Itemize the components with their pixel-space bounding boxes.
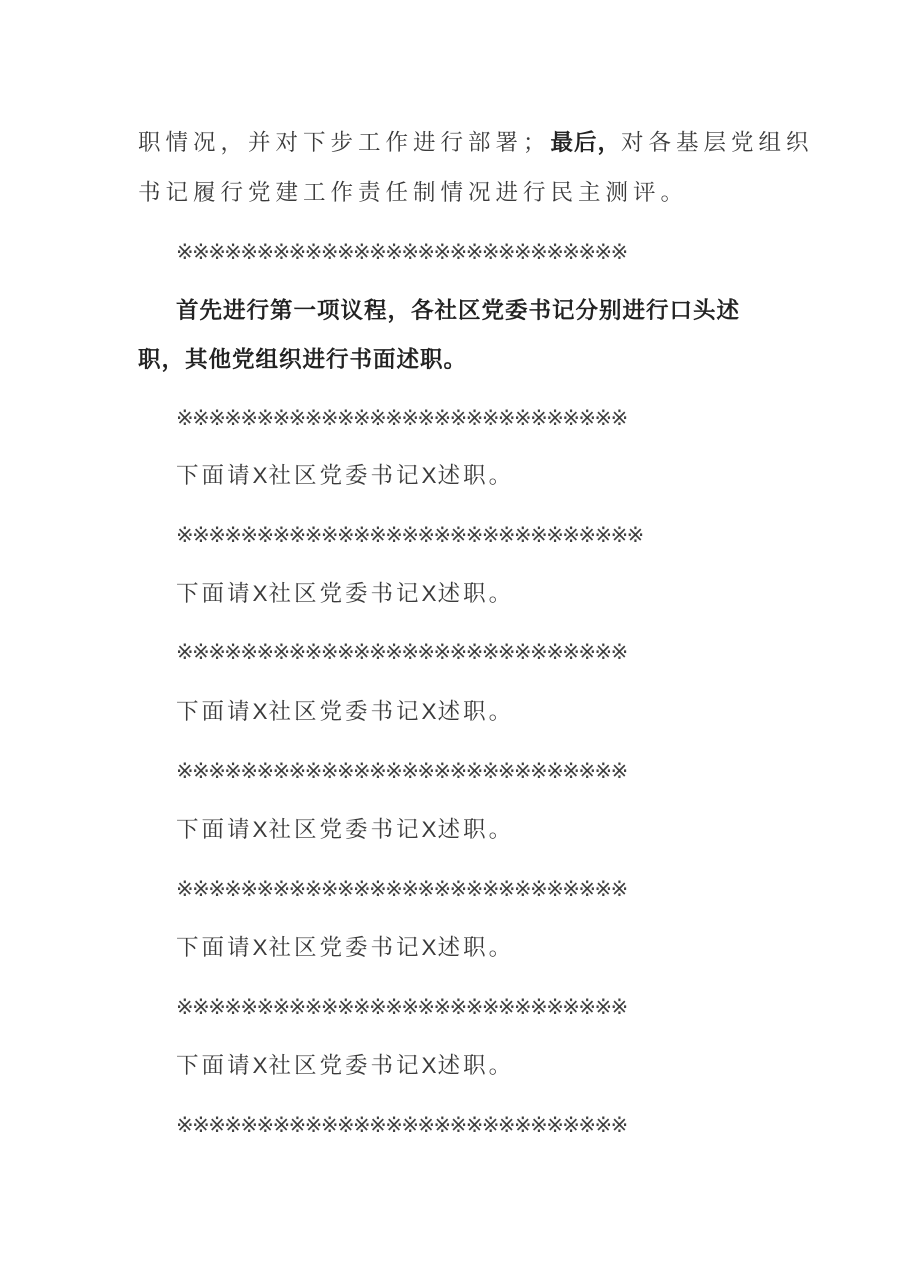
separator: ※※※※※※※※※※※※※※※※※※※※※※※※※※※※ [176,1113,627,1137]
separator: ※※※※※※※※※※※※※※※※※※※※※※※※※※※※ [176,240,627,264]
intro-text-a: 职情况，并对下步工作进行部署； [138,130,551,156]
separator: ※※※※※※※※※※※※※※※※※※※※※※※※※※※※ [176,877,627,901]
speaker-line [176,934,816,962]
speaker-middle: 社区党委书记 [268,581,422,607]
separator: ※※※※※※※※※※※※※※※※※※※※※※※※※※※※ [176,640,627,664]
speaker-suffix: 述职。 [437,1053,515,1079]
separator: ※※※※※※※※※※※※※※※※※※※※※※※※※※※※※ [176,523,643,547]
speaker-placeholder-community: X [252,699,269,724]
intro-text-b: 对各基层党组织 [621,130,814,156]
agenda-line-2: 职，其他党组织进行书面述职。 [138,347,468,373]
intro-line-2: 书记履行党建工作责任制情况进行民主测评。 [138,180,689,206]
speaker-placeholder-name: X [421,817,438,842]
speaker-placeholder-community: X [252,817,269,842]
speaker-middle: 社区党委书记 [268,1053,422,1079]
speaker-prefix: 下面请 [176,581,253,607]
speaker-suffix: 述职。 [437,817,515,843]
speaker-placeholder-community: X [252,463,269,488]
speaker-line [176,698,816,726]
speaker-placeholder-name: X [421,581,438,606]
speaker-line [176,816,816,844]
speaker-suffix: 述职。 [437,935,515,961]
speaker-line [176,462,816,490]
speaker-placeholder-name: X [421,463,438,488]
speaker-line [176,580,816,608]
speaker-middle: 社区党委书记 [268,935,422,961]
speaker-placeholder-community: X [252,581,269,606]
speaker-prefix: 下面请 [176,935,253,961]
speaker-placeholder-community: X [252,1053,269,1078]
intro-text-bold: 最后， [550,130,622,156]
speaker-middle: 社区党委书记 [268,699,422,725]
speaker-placeholder-name: X [421,1053,438,1078]
speaker-middle: 社区党委书记 [268,817,422,843]
speaker-placeholder-name: X [421,699,438,724]
separator: ※※※※※※※※※※※※※※※※※※※※※※※※※※※※ [176,406,627,430]
agenda-line-1: 首先进行第一项议程，各社区党委书记分别进行口头述 [176,298,741,324]
separator: ※※※※※※※※※※※※※※※※※※※※※※※※※※※※ [176,759,627,783]
speaker-line [176,1052,816,1080]
speaker-prefix: 下面请 [176,699,253,725]
speaker-placeholder-community: X [252,935,269,960]
speaker-prefix: 下面请 [176,1053,253,1079]
speaker-prefix: 下面请 [176,817,253,843]
speaker-suffix: 述职。 [437,463,515,489]
speaker-middle: 社区党委书记 [268,463,422,489]
separator: ※※※※※※※※※※※※※※※※※※※※※※※※※※※※ [176,995,627,1019]
speaker-suffix: 述职。 [437,699,515,725]
speaker-suffix: 述职。 [437,581,515,607]
intro-line-1 [138,129,814,157]
speaker-prefix: 下面请 [176,463,253,489]
speaker-placeholder-name: X [421,935,438,960]
